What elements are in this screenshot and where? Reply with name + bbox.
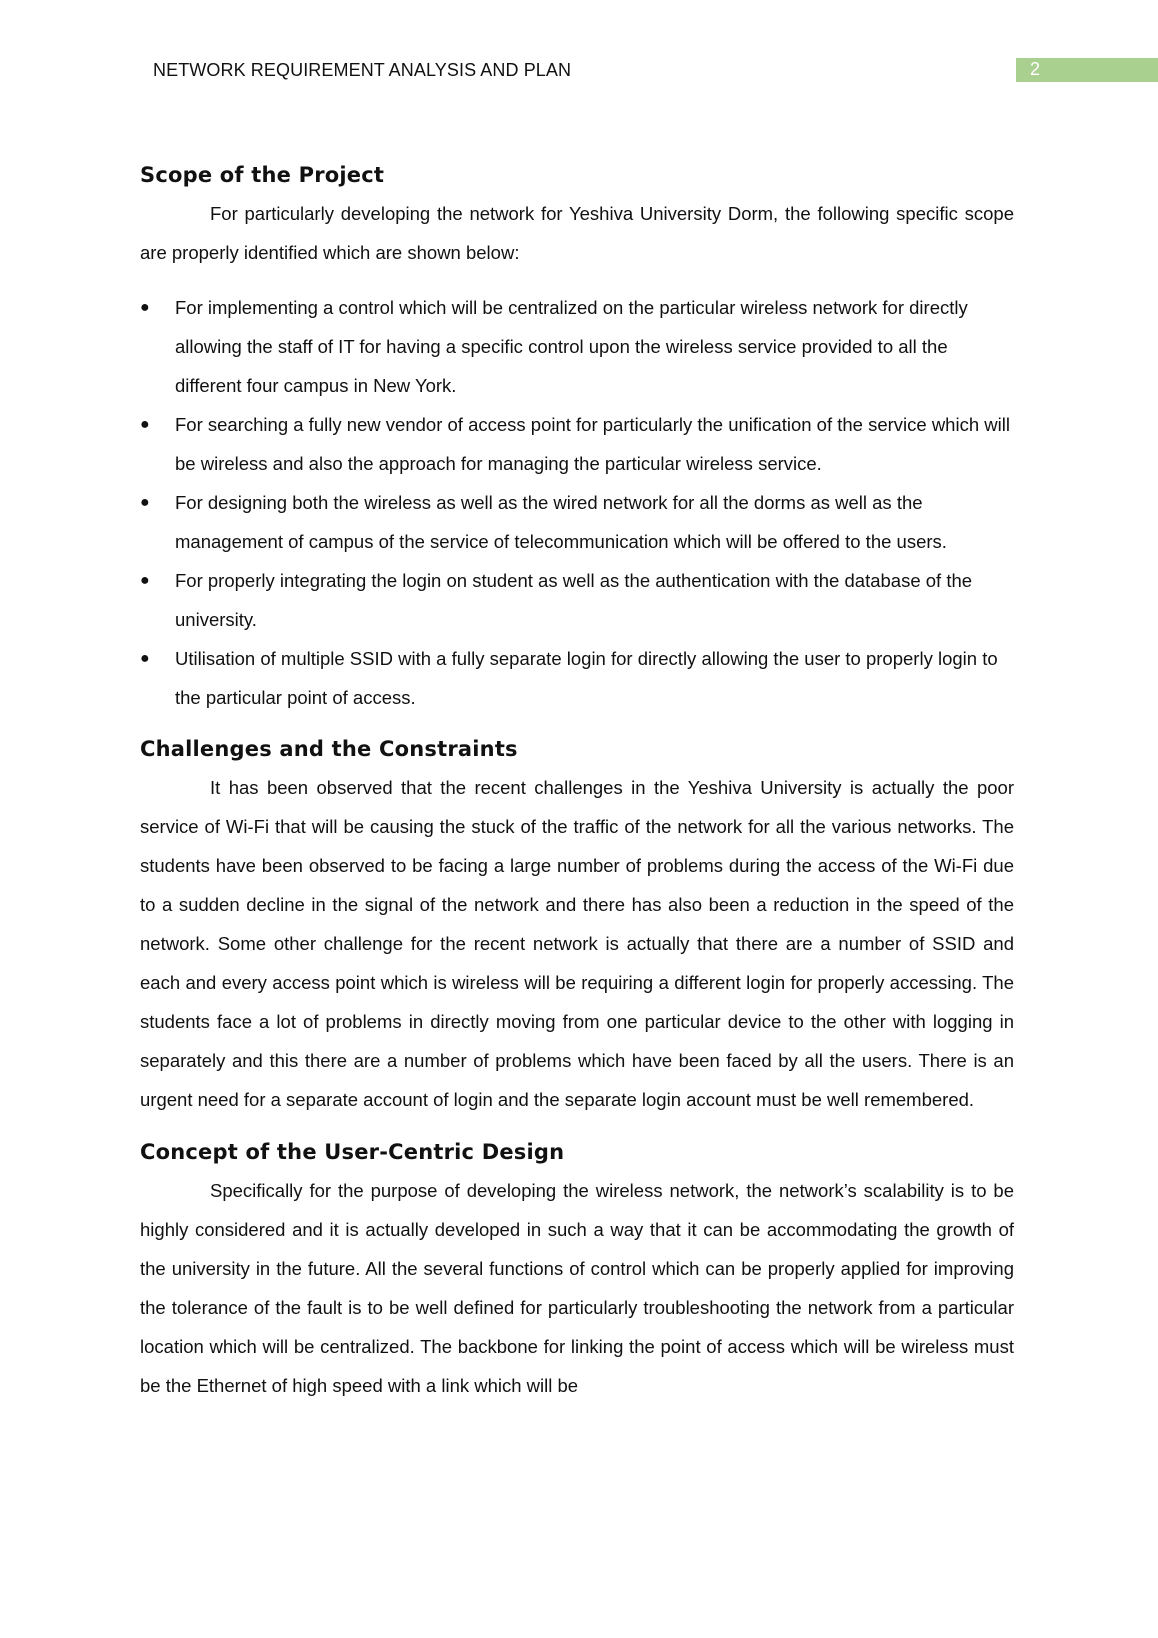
list-item (140, 405, 1014, 483)
section-user-centric-design (140, 1137, 1014, 1405)
document-body (140, 160, 1014, 1405)
list-item (140, 288, 1014, 405)
section-heading-user-centric-design: Concept of the User-Centric Design (140, 1140, 565, 1164)
page-header (0, 58, 1158, 84)
list-item (140, 639, 1014, 717)
section-heading-challenges: Challenges and the Constraints (140, 737, 518, 761)
bullet-icon: ● (140, 650, 150, 667)
bullet-icon: ● (140, 416, 150, 433)
page-number: 2 (1030, 59, 1041, 79)
bullet-icon: ● (140, 299, 150, 316)
list-item (140, 561, 1014, 639)
list-item-text: For searching a fully new vendor of access point for particularly the unification of the service which will be wireless and also the approach for managing the particular wireless service. (175, 414, 1010, 474)
section-challenges (140, 734, 1014, 1119)
list-item-text: Utilisation of multiple SSID with a fully separate login for directly allowing the user to properly login to the particular point of access. (175, 648, 998, 708)
section-scope (140, 160, 1014, 717)
list-item (140, 483, 1014, 561)
bullet-icon: ● (140, 494, 150, 511)
list-item-text: For properly integrating the login on student as well as the authentication with the database of the university. (175, 570, 973, 630)
list-item-text: For designing both the wireless as well as the wired network for all the dorms as well as the management of campus of the service of telecommunication which will be offered to the users. (175, 492, 947, 552)
user-centric-design-paragraph: Specifically for the purpose of developing the wireless network, the network’s scalability is to be highly considered and it is actually developed in such a way that it can be accommodating the growth of the university in the future. All the several functions of control which can be properly applied for improving the tolerance of the fault is to be well defined for particularly troubleshooting the network from a particular location which will be centralized. The backbone for linking the point of access which will be wireless must be the Ethernet of high speed with a link which will be (140, 1180, 1014, 1396)
list-item-text: For implementing a control which will be centralized on the particular wireless network for directly allowing the staff of IT for having a specific control upon the wireless service provided to all the different four campus in New York. (175, 297, 968, 396)
bullet-icon: ● (140, 572, 150, 589)
section-heading-scope: Scope of the Project (140, 163, 385, 187)
challenges-paragraph: It has been observed that the recent challenges in the Yeshiva University is actually the poor service of Wi-Fi that will be causing the stuck of the traffic of the network for all the various networks. The students have been observed to be facing a large number of problems during the access of the Wi-Fi due to a sudden decline in the signal of the network and there has also been a reduction in the speed of the network. Some other challenge for the recent network is actually that there are a number of SSID and each and every access point which is wireless will be requiring a different login for properly accessing. The students face a lot of problems in directly moving from one particular device to the other with logging in separately and this there are a number of problems which have been faced by all the users. There is an urgent need for a separate account of login and the separate login account must be well remembered. (140, 777, 1014, 1110)
scope-bullet-list (140, 288, 1014, 717)
scope-intro-paragraph: For particularly developing the network for Yeshiva University Dorm, the following specific scope are properly identified which are shown below: (140, 203, 1014, 263)
running-header-title: NETWORK REQUIREMENT ANALYSIS AND PLAN (153, 60, 572, 80)
page-number-badge (1016, 58, 1158, 82)
